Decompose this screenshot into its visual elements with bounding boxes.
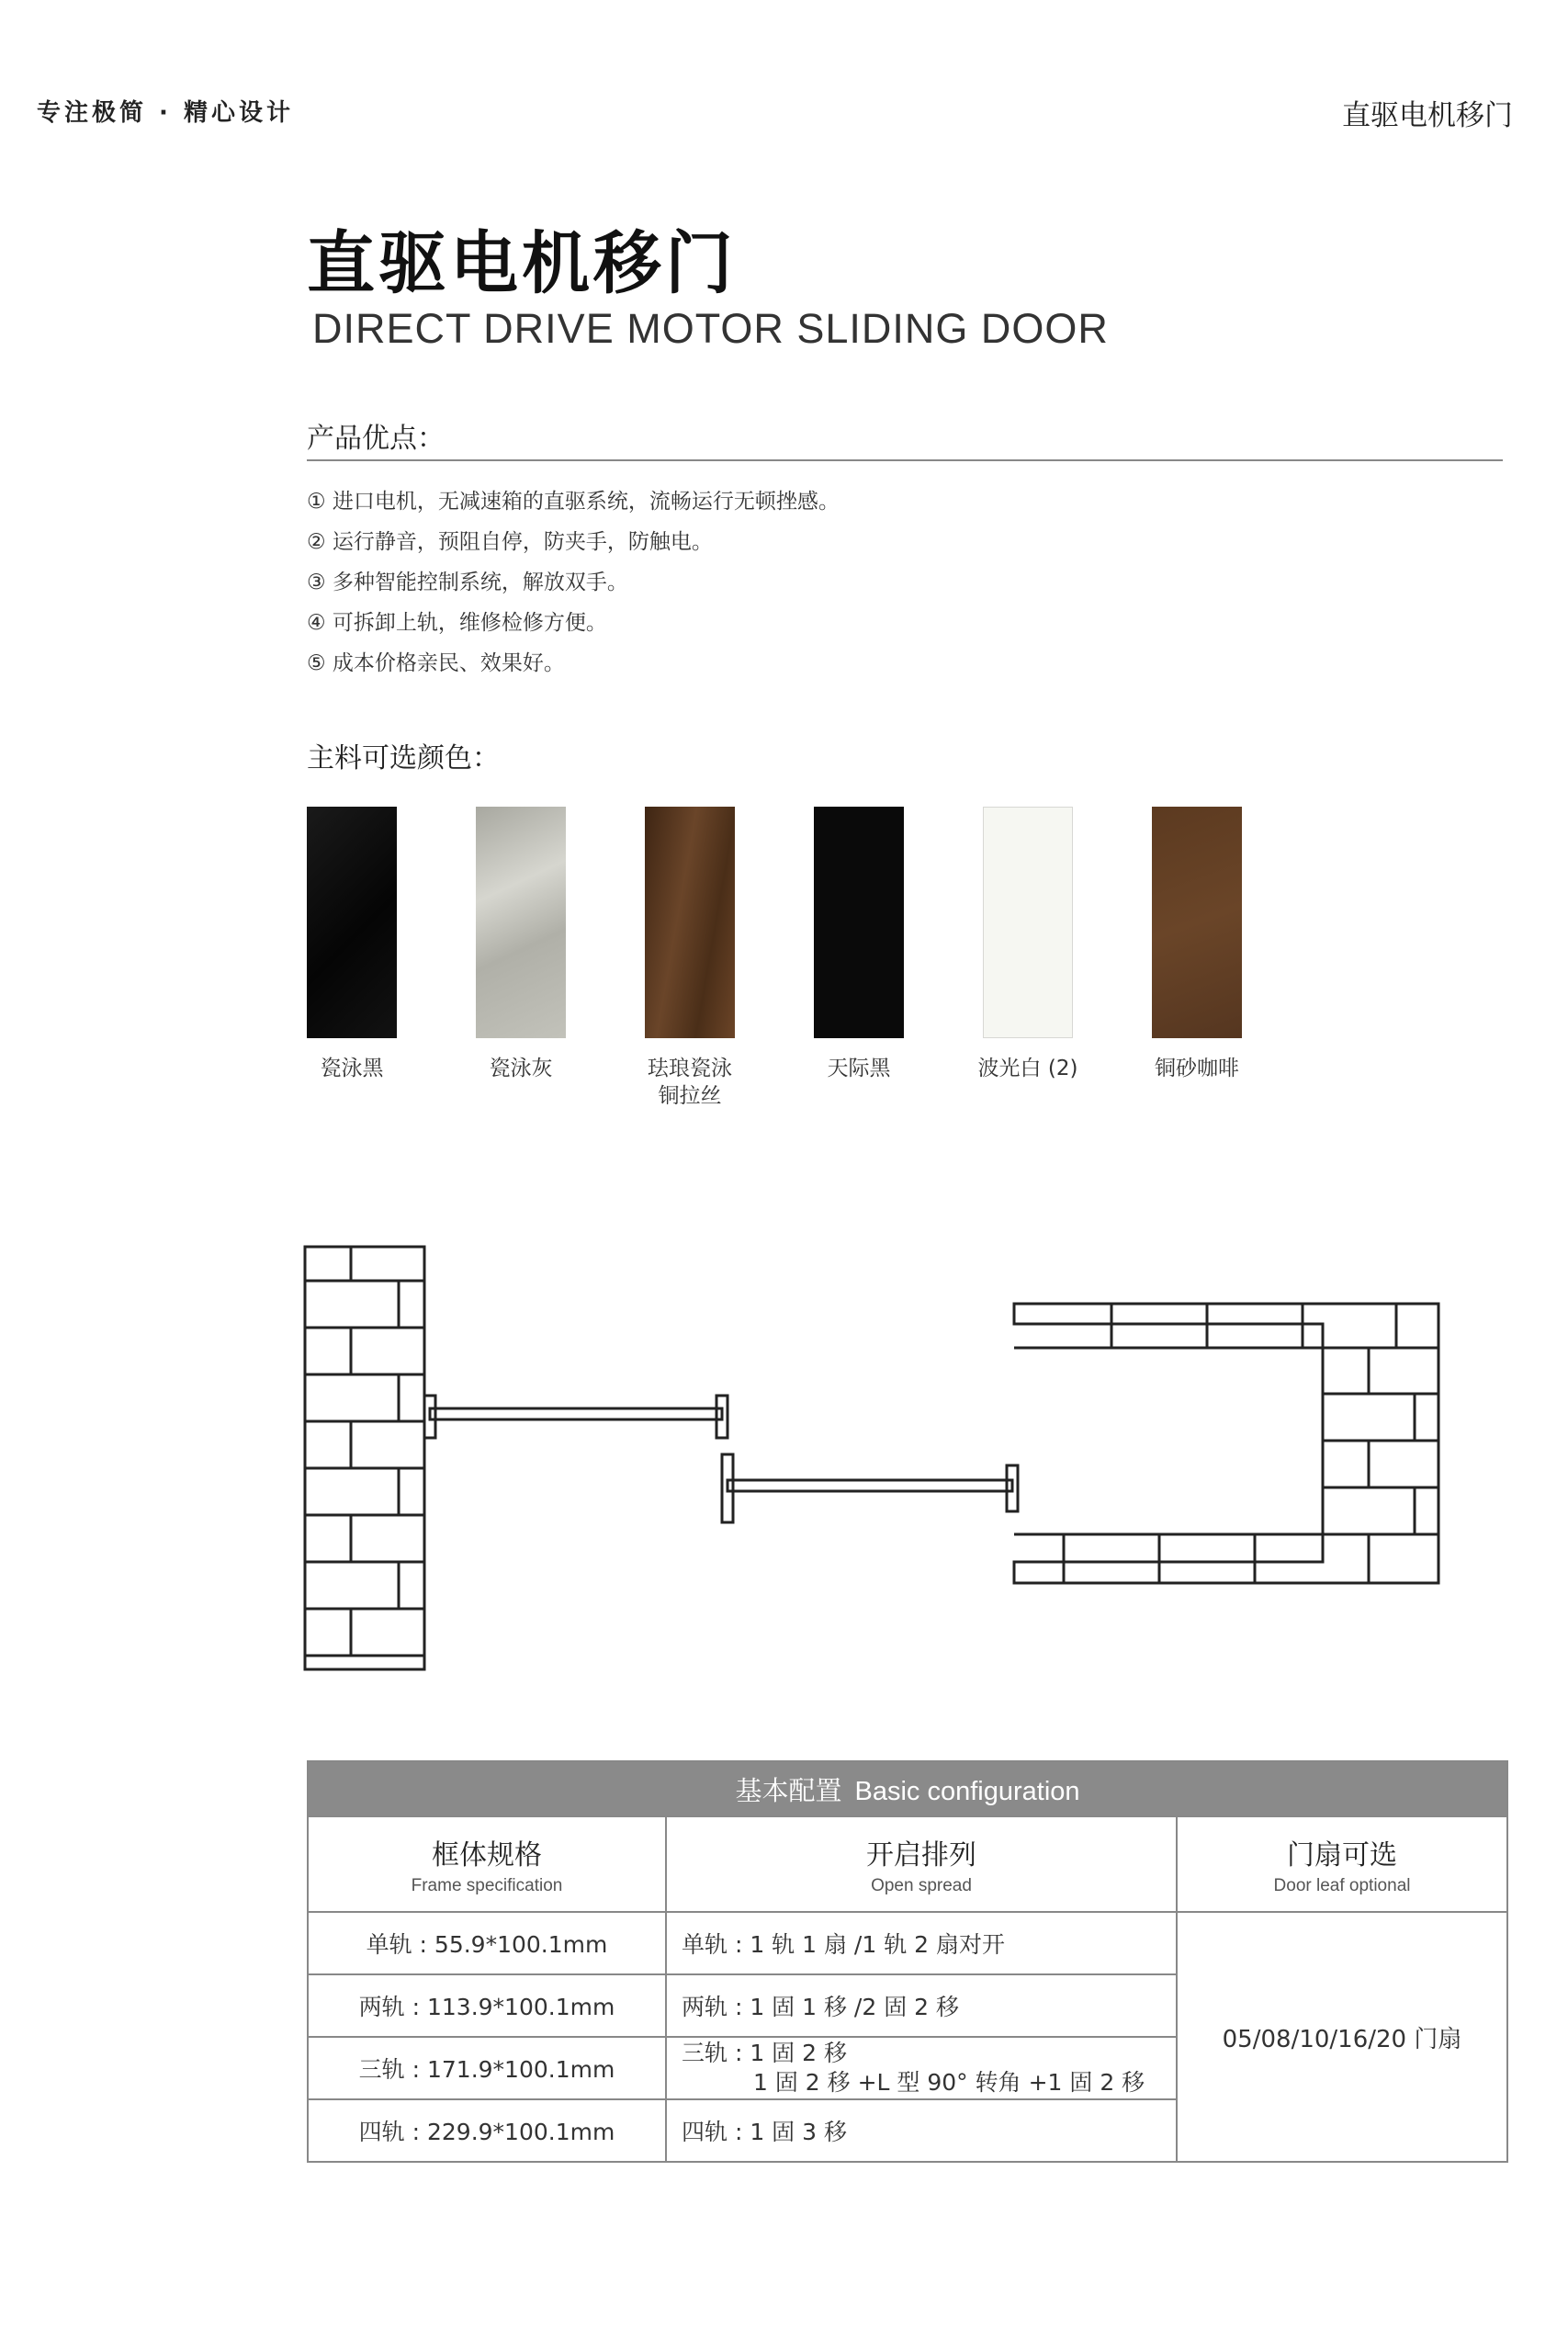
frame-spec-cell: 三轨 : 171.9*100.1mm: [308, 2037, 666, 2099]
frame-spec-cell: 两轨 : 113.9*100.1mm: [308, 1974, 666, 2037]
column-header-leaf: 门扇可选 Door leaf optional: [1177, 1816, 1507, 1912]
swatch-5: [1152, 807, 1242, 1038]
door-leaf-options-cell: 05/08/10/16/20 门扇: [1177, 1912, 1507, 2162]
page-subtitle-en: DIRECT DRIVE MOTOR SLIDING DOOR: [312, 305, 1109, 352]
list-item: ② 运行静音，预阻自停，防夹手，防触电。: [307, 530, 713, 554]
installation-diagram: [303, 1245, 1461, 1723]
advantages-heading: 产品优点：: [307, 423, 445, 455]
advantages-list: [307, 481, 840, 684]
page-title: 直驱电机移门: [307, 224, 737, 303]
right-brick-wall: [1014, 1304, 1438, 1583]
door-panel-lower: [722, 1454, 1018, 1522]
frame-spec-cell: 四轨 : 229.9*100.1mm: [308, 2099, 666, 2162]
swatch-label: 波光白 (2): [977, 1057, 1078, 1080]
colors-heading: 主料可选颜色：: [307, 742, 500, 775]
list-item: ③ 多种智能控制系统，解放双手。: [307, 571, 628, 594]
swatch-4: [983, 807, 1073, 1038]
swatch-label: 瓷泳黑: [320, 1057, 384, 1080]
open-spread-cell: 两轨 : 1 固 1 移 /2 固 2 移: [666, 1974, 1177, 2037]
frame-spec-cell: 单轨 : 55.9*100.1mm: [308, 1912, 666, 1974]
section-divider: [307, 459, 1503, 461]
column-header-frame: 框体规格 Frame specification: [308, 1816, 666, 1912]
open-spread-cell: 单轨 : 1 轨 1 扇 /1 轨 2 扇对开: [666, 1912, 1177, 1974]
open-spread-cell: 四轨 : 1 固 3 移: [666, 2099, 1177, 2162]
config-table: [307, 1760, 1508, 2163]
swatch-label: 瓷泳灰: [489, 1057, 553, 1080]
swatch-3: [814, 807, 904, 1038]
open-spread-cell: 三轨 : 1 固 2 移 1 固 2 移 +L 型 90° 转角 +1 固 2 移: [666, 2037, 1177, 2099]
swatch-label: 珐琅瓷泳 铜拉丝: [648, 1057, 732, 1108]
list-item: ① 进口电机，无减速箱的直驱系统，流畅运行无顿挫感。: [307, 490, 840, 514]
table-row: [308, 1912, 1507, 1974]
corner-product-title: 直驱电机移门: [1342, 99, 1513, 132]
swatch-2: [645, 807, 735, 1038]
swatch-0: [307, 807, 397, 1038]
swatch-1: [476, 807, 566, 1038]
list-item: ⑤ 成本价格亲民、效果好。: [307, 651, 565, 675]
config-table-title: 基本配置 Basic configuration: [308, 1761, 1507, 1816]
swatch-label: 天际黑: [827, 1057, 891, 1080]
list-item: ④ 可拆卸上轨，维修检修方便。: [307, 611, 607, 635]
column-header-spread: 开启排列 Open spread: [666, 1816, 1177, 1912]
brand-tagline: 专注极简 · 精心设计: [37, 99, 294, 127]
swatch-label: 铜砂咖啡: [1155, 1057, 1239, 1080]
left-brick-wall: [305, 1247, 424, 1669]
door-panel-upper: [424, 1396, 728, 1438]
